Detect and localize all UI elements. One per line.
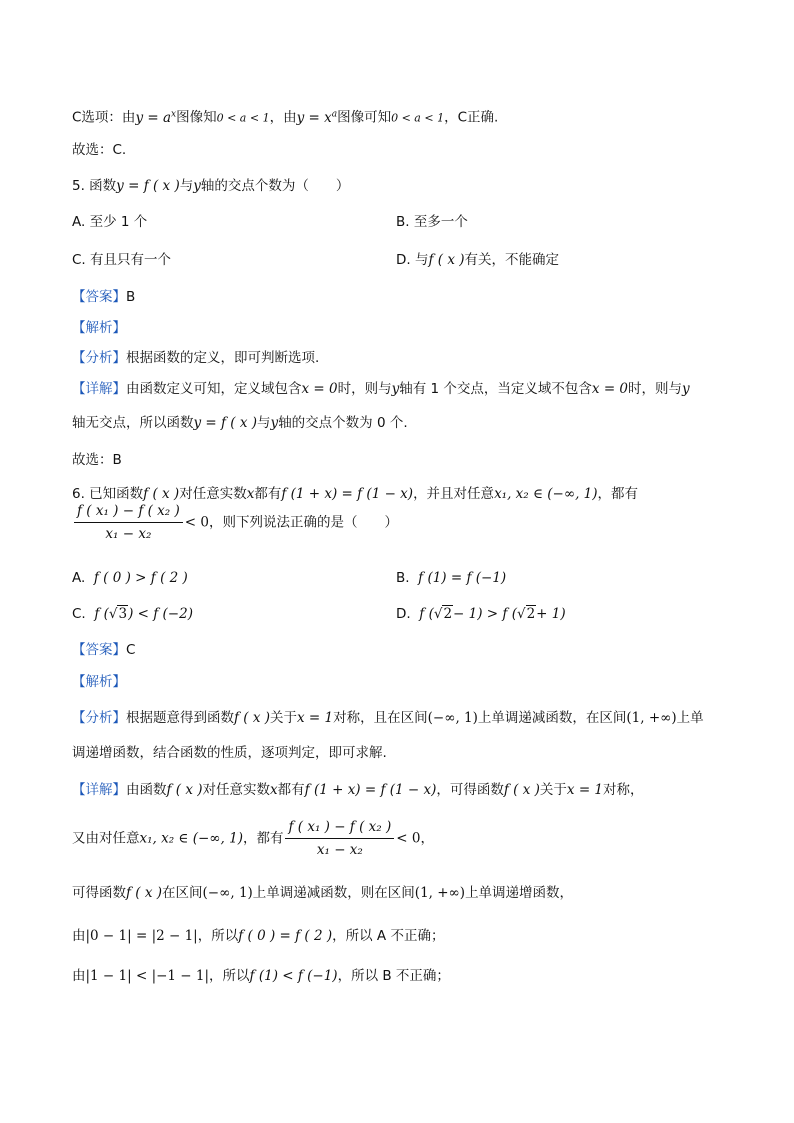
math-y-eq-x-a: $y = x^a$: [296, 109, 338, 126]
q5-xiangjie-line1: 【详解】由函数定义可知，定义域包含x = 0时，则与y轴有 1 个交点，当定义域不包含x = 0时，则与y: [72, 381, 690, 397]
q5-fenxi: 【分析】根据函数的定义，即可判断选项.: [72, 350, 320, 366]
q6-xiangjie-line3: 可得函数f ( x )在区间(−∞, 1)上单调递减函数，则在区间(1, +∞)上单调递增函数，: [72, 885, 574, 901]
q6-stem-fraction: $\frac{\text{f ( x₁ ) − f ( x₂ )}}{\text{x₁ − x₂}}$ < 0，则下列说法正确的是（ ）: [72, 502, 398, 543]
q6-option-c: C. f (√3) < f (−2): [72, 606, 193, 622]
q5-option-d: D. 与f ( x )有关，不能确定: [396, 252, 560, 268]
q6-xiangjie-line2: 又由对任意x₁, x₂ ∈ (−∞, 1)，都有 $\frac{\text{f ( x₁ ) − f ( x₂ )}}{\text{x₁ − x₂}}$ < 0，: [72, 819, 434, 858]
q6-answer: 【答案】C: [72, 642, 136, 658]
answer-prev: 故选：C.: [72, 142, 127, 158]
q5-xiangjie-line2: 轴无交点，所以函数y = f ( x )与y轴的交点个数为 0 个.: [72, 415, 408, 431]
q5-option-a: A. 至少 1 个: [72, 214, 148, 230]
fraction: $\frac{\text{f ( x₁ ) − f ( x₂ )}}{\text{x₁ − x₂}}$: [285, 818, 394, 859]
q6-fenxi-line1: 【分析】根据题意得到函数f ( x )关于x = 1对称，且在区间(−∞, 1)上单调递减函数，在区间(1, +∞)上单: [72, 710, 704, 726]
q6-xiangjie-line5: 由|1 − 1| < |−1 − 1|，所以f (1) < f (−1)，所以 B 不正确；: [72, 968, 450, 984]
c-option-line: C选项：由$y = a^x$图像知0 < a < 1，由$y = x^a$图像可知0 < a < 1，C正确.: [72, 109, 499, 126]
q5-final: 故选：B: [72, 452, 122, 468]
q5-analysis-tag: 【解析】: [72, 320, 126, 336]
fraction: $\frac{\text{f ( x₁ ) − f ( x₂ )}}{\text{x₁ − x₂}}$: [74, 502, 183, 543]
q5-answer: 【答案】B: [72, 289, 136, 305]
q6-xiangjie-line1: 【详解】由函数f ( x )对任意实数x都有f (1 + x) = f (1 − x)，可得函数f ( x )关于x = 1对称，: [72, 782, 644, 798]
q6-fenxi-line2: 调递增函数，结合函数的性质，逐项判定，即可求解.: [72, 745, 387, 761]
q6-option-a: A. f ( 0 ) > f ( 2 ): [72, 570, 188, 586]
q6-stem: 6. 已知函数f ( x )对任意实数x都有f (1 + x) = f (1 − x)，并且对任意x₁, x₂ ∈ (−∞, 1)，都有: [72, 486, 639, 502]
q6-option-d: D. f (√2− 1) > f (√2+ 1): [396, 606, 566, 622]
q5-option-c: C. 有且只有一个: [72, 252, 172, 268]
q6-option-b: B. f (1) = f (−1): [396, 570, 507, 586]
q6-xiangjie-line4: 由|0 − 1| = |2 − 1|，所以f ( 0 ) = f ( 2 )，所以 A 不正确；: [72, 928, 445, 944]
q6-analysis-tag: 【解析】: [72, 674, 126, 690]
q5-option-b: B. 至多一个: [396, 214, 468, 230]
q5-stem: 5. 函数y = f ( x )与y轴的交点个数为（ ）: [72, 178, 350, 194]
math-y-eq-a-x: $y = a^x$: [135, 109, 177, 126]
